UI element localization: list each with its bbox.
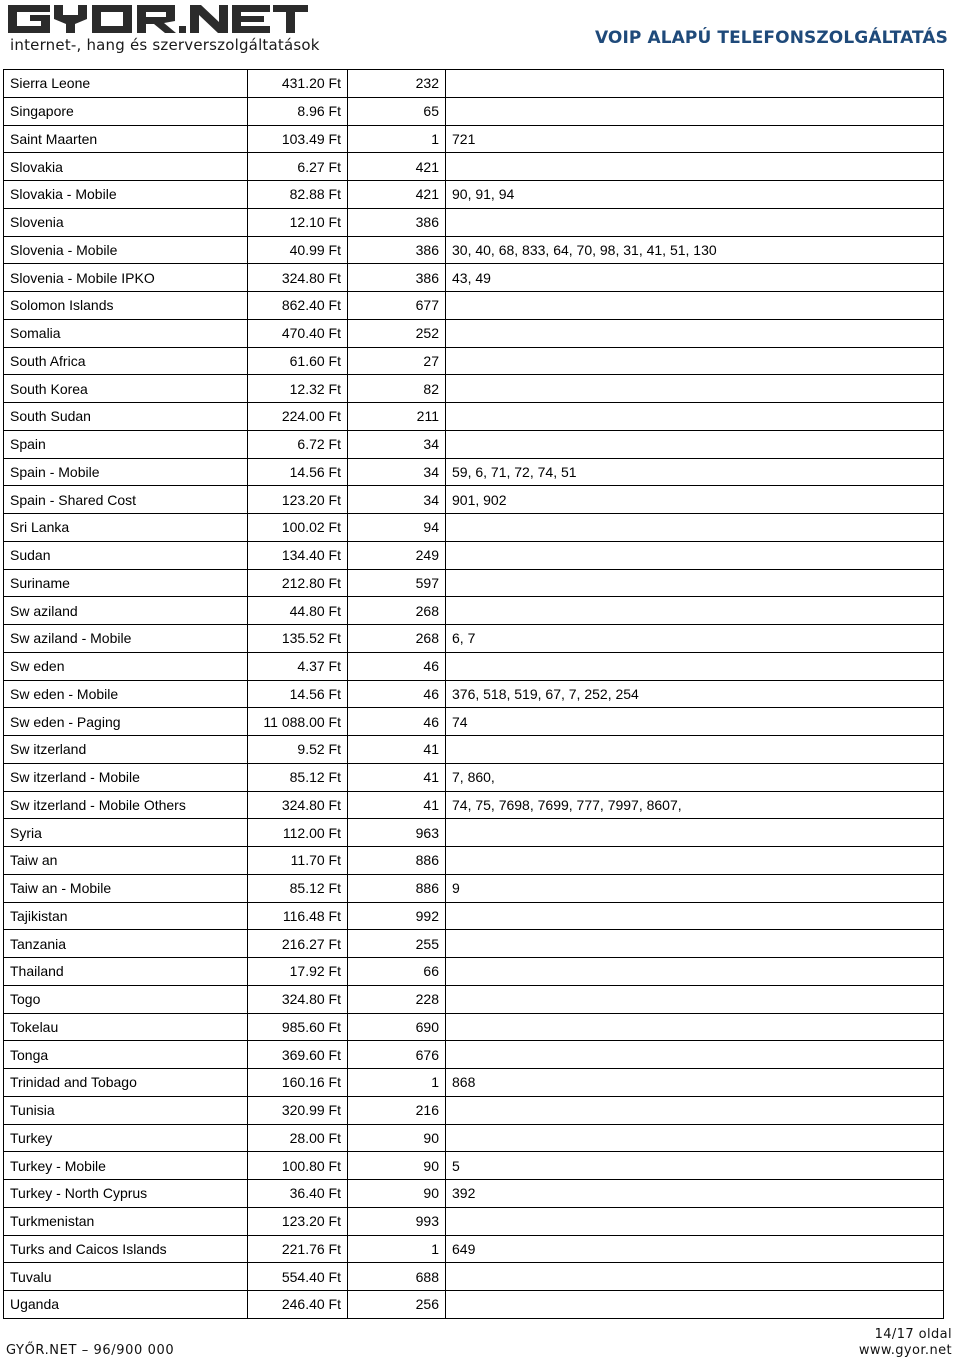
table-row [4, 625, 944, 653]
price-cell: 134.40 Ft [248, 541, 348, 569]
table-row [4, 1013, 944, 1041]
table-row [4, 430, 944, 458]
country-code-cell: 886 [348, 874, 446, 902]
country-cell: Singapore [4, 97, 248, 125]
country-cell: Sw itzerland - Mobile Others [4, 791, 248, 819]
table-row [4, 292, 944, 320]
table-row [4, 1180, 944, 1208]
rates-table [3, 69, 944, 1319]
table-row [4, 902, 944, 930]
prefix-cell [446, 819, 944, 847]
price-cell: 100.80 Ft [248, 1152, 348, 1180]
logo-wordmark [8, 2, 308, 36]
country-code-cell: 34 [348, 458, 446, 486]
prefix-cell [446, 1207, 944, 1235]
country-code-cell: 993 [348, 1207, 446, 1235]
country-cell: Sri Lanka [4, 514, 248, 542]
country-cell: Turkey [4, 1124, 248, 1152]
price-cell: 324.80 Ft [248, 791, 348, 819]
country-cell: Sudan [4, 541, 248, 569]
price-cell: 14.56 Ft [248, 458, 348, 486]
country-code-cell: 597 [348, 569, 446, 597]
table-row [4, 736, 944, 764]
table-row [4, 985, 944, 1013]
country-cell: South Korea [4, 375, 248, 403]
country-cell: Tanzania [4, 930, 248, 958]
country-cell: Sw itzerland - Mobile [4, 763, 248, 791]
table-row [4, 208, 944, 236]
document-title: VOIP ALAPÚ TELEFONSZOLGÁLTATÁS [594, 28, 948, 48]
country-code-cell: 268 [348, 625, 446, 653]
price-cell: 36.40 Ft [248, 1180, 348, 1208]
country-cell: Spain [4, 430, 248, 458]
country-code-cell: 46 [348, 680, 446, 708]
page-header [0, 0, 960, 66]
country-cell: Turkey - Mobile [4, 1152, 248, 1180]
table-row [4, 236, 944, 264]
country-cell: Spain - Shared Cost [4, 486, 248, 514]
country-code-cell: 228 [348, 985, 446, 1013]
price-cell: 116.48 Ft [248, 902, 348, 930]
table-row [4, 70, 944, 98]
country-code-cell: 256 [348, 1291, 446, 1319]
price-cell: 112.00 Ft [248, 819, 348, 847]
prefix-cell [446, 541, 944, 569]
country-code-cell: 386 [348, 264, 446, 292]
country-cell: Saint Maarten [4, 125, 248, 153]
country-cell: Solomon Islands [4, 292, 248, 320]
prefix-cell [446, 652, 944, 680]
prefix-cell: 7, 860, [446, 763, 944, 791]
table-row [4, 97, 944, 125]
country-cell: Sw aziland [4, 597, 248, 625]
country-code-cell: 41 [348, 791, 446, 819]
country-code-cell: 886 [348, 847, 446, 875]
price-cell: 862.40 Ft [248, 292, 348, 320]
prefix-cell: 74, 75, 7698, 7699, 777, 7997, 8607, [446, 791, 944, 819]
country-code-cell: 94 [348, 514, 446, 542]
price-cell: 4.37 Ft [248, 652, 348, 680]
price-cell: 123.20 Ft [248, 1207, 348, 1235]
country-code-cell: 421 [348, 153, 446, 181]
country-cell: Sw eden - Paging [4, 708, 248, 736]
country-code-cell: 421 [348, 181, 446, 209]
price-cell: 470.40 Ft [248, 319, 348, 347]
country-cell: Sw eden [4, 652, 248, 680]
prefix-cell [446, 1096, 944, 1124]
country-code-cell: 992 [348, 902, 446, 930]
prefix-cell: 43, 49 [446, 264, 944, 292]
country-cell: Turkmenistan [4, 1207, 248, 1235]
prefix-cell [446, 1124, 944, 1152]
price-cell: 6.27 Ft [248, 153, 348, 181]
table-row [4, 569, 944, 597]
table-row [4, 874, 944, 902]
prefix-cell [446, 430, 944, 458]
table-row [4, 458, 944, 486]
price-cell: 61.60 Ft [248, 347, 348, 375]
country-cell: Slovakia - Mobile [4, 181, 248, 209]
table-row [4, 1041, 944, 1069]
prefix-cell [446, 569, 944, 597]
country-code-cell: 252 [348, 319, 446, 347]
prefix-cell: 649 [446, 1235, 944, 1263]
price-cell: 40.99 Ft [248, 236, 348, 264]
table-row [4, 125, 944, 153]
country-code-cell: 90 [348, 1124, 446, 1152]
country-code-cell: 1 [348, 1069, 446, 1097]
price-cell: 246.40 Ft [248, 1291, 348, 1319]
prefix-cell [446, 847, 944, 875]
table-row [4, 708, 944, 736]
country-cell: Sw eden - Mobile [4, 680, 248, 708]
footer-company-phone: GYŐR.NET – 96/900 000 [6, 1343, 175, 1358]
prefix-cell [446, 514, 944, 542]
table-row [4, 1069, 944, 1097]
country-cell: Suriname [4, 569, 248, 597]
page-number: 14/17 oldal [874, 1327, 952, 1342]
table-row [4, 347, 944, 375]
table-row [4, 597, 944, 625]
country-cell: Tajikistan [4, 902, 248, 930]
price-cell: 369.60 Ft [248, 1041, 348, 1069]
price-cell: 160.16 Ft [248, 1069, 348, 1097]
country-cell: Spain - Mobile [4, 458, 248, 486]
prefix-cell [446, 1291, 944, 1319]
company-tagline: internet-, hang és szerverszolgáltatások [10, 36, 320, 54]
country-code-cell: 46 [348, 652, 446, 680]
table-row [4, 847, 944, 875]
prefix-cell: 868 [446, 1069, 944, 1097]
price-cell: 44.80 Ft [248, 597, 348, 625]
table-row [4, 819, 944, 847]
country-code-cell: 963 [348, 819, 446, 847]
table-row [4, 1235, 944, 1263]
country-cell: Thailand [4, 958, 248, 986]
price-cell: 123.20 Ft [248, 486, 348, 514]
prefix-cell: 721 [446, 125, 944, 153]
table-row [4, 375, 944, 403]
website-link[interactable]: www.gyor.net [858, 1343, 952, 1358]
prefix-cell [446, 153, 944, 181]
country-code-cell: 688 [348, 1263, 446, 1291]
country-cell: Slovenia [4, 208, 248, 236]
price-cell: 85.12 Ft [248, 763, 348, 791]
table-row [4, 264, 944, 292]
table-row [4, 403, 944, 431]
table-row [4, 791, 944, 819]
country-code-cell: 676 [348, 1041, 446, 1069]
country-cell: Sierra Leone [4, 70, 248, 98]
prefix-cell: 74 [446, 708, 944, 736]
prefix-cell: 59, 6, 71, 72, 74, 51 [446, 458, 944, 486]
country-cell: Tonga [4, 1041, 248, 1069]
country-cell: Tuvalu [4, 1263, 248, 1291]
gyor-net-logo [8, 2, 308, 36]
prefix-cell: 6, 7 [446, 625, 944, 653]
table-row [4, 652, 944, 680]
country-cell: Tunisia [4, 1096, 248, 1124]
country-code-cell: 211 [348, 403, 446, 431]
prefix-cell [446, 597, 944, 625]
country-cell: South Africa [4, 347, 248, 375]
country-code-cell: 46 [348, 708, 446, 736]
prefix-cell [446, 1263, 944, 1291]
country-cell: Slovenia - Mobile IPKO [4, 264, 248, 292]
price-cell: 320.99 Ft [248, 1096, 348, 1124]
country-cell: South Sudan [4, 403, 248, 431]
country-cell: Trinidad and Tobago [4, 1069, 248, 1097]
table-row [4, 1152, 944, 1180]
country-code-cell: 690 [348, 1013, 446, 1041]
table-row [4, 153, 944, 181]
prefix-cell: 376, 518, 519, 67, 7, 252, 254 [446, 680, 944, 708]
country-code-cell: 90 [348, 1152, 446, 1180]
prefix-cell: 5 [446, 1152, 944, 1180]
country-cell: Sw aziland - Mobile [4, 625, 248, 653]
price-cell: 224.00 Ft [248, 403, 348, 431]
prefix-cell [446, 97, 944, 125]
rates-table-body [4, 70, 944, 1319]
price-cell: 212.80 Ft [248, 569, 348, 597]
country-code-cell: 41 [348, 736, 446, 764]
price-cell: 12.10 Ft [248, 208, 348, 236]
price-cell: 8.96 Ft [248, 97, 348, 125]
prefix-cell [446, 930, 944, 958]
table-row [4, 1263, 944, 1291]
country-code-cell: 216 [348, 1096, 446, 1124]
price-cell: 14.56 Ft [248, 680, 348, 708]
prefix-cell [446, 70, 944, 98]
country-code-cell: 677 [348, 292, 446, 320]
prefix-cell [446, 375, 944, 403]
table-row [4, 486, 944, 514]
prefix-cell [446, 319, 944, 347]
table-row [4, 319, 944, 347]
table-row [4, 1207, 944, 1235]
price-cell: 9.52 Ft [248, 736, 348, 764]
country-code-cell: 268 [348, 597, 446, 625]
table-row [4, 958, 944, 986]
prefix-cell [446, 1041, 944, 1069]
prefix-cell: 901, 902 [446, 486, 944, 514]
prefix-cell: 90, 91, 94 [446, 181, 944, 209]
prefix-cell [446, 902, 944, 930]
price-cell: 216.27 Ft [248, 930, 348, 958]
prefix-cell [446, 403, 944, 431]
country-code-cell: 27 [348, 347, 446, 375]
country-code-cell: 41 [348, 763, 446, 791]
price-cell: 6.72 Ft [248, 430, 348, 458]
footer-page-info [859, 1327, 952, 1359]
price-cell: 11 088.00 Ft [248, 708, 348, 736]
table-row [4, 1096, 944, 1124]
country-code-cell: 34 [348, 486, 446, 514]
table-row [4, 541, 944, 569]
prefix-cell: 392 [446, 1180, 944, 1208]
price-cell: 82.88 Ft [248, 181, 348, 209]
country-code-cell: 65 [348, 97, 446, 125]
prefix-cell [446, 736, 944, 764]
country-cell: Slovenia - Mobile [4, 236, 248, 264]
country-code-cell: 66 [348, 958, 446, 986]
country-cell: Syria [4, 819, 248, 847]
country-code-cell: 386 [348, 208, 446, 236]
table-row [4, 1291, 944, 1319]
price-cell: 985.60 Ft [248, 1013, 348, 1041]
country-cell: Somalia [4, 319, 248, 347]
country-cell: Turks and Caicos Islands [4, 1235, 248, 1263]
price-cell: 103.49 Ft [248, 125, 348, 153]
prefix-cell [446, 208, 944, 236]
country-code-cell: 1 [348, 125, 446, 153]
table-row [4, 930, 944, 958]
country-code-cell: 255 [348, 930, 446, 958]
price-cell: 12.32 Ft [248, 375, 348, 403]
price-cell: 11.70 Ft [248, 847, 348, 875]
price-cell: 554.40 Ft [248, 1263, 348, 1291]
price-cell: 221.76 Ft [248, 1235, 348, 1263]
country-code-cell: 386 [348, 236, 446, 264]
price-cell: 85.12 Ft [248, 874, 348, 902]
country-code-cell: 232 [348, 70, 446, 98]
country-code-cell: 82 [348, 375, 446, 403]
prefix-cell [446, 347, 944, 375]
table-row [4, 1124, 944, 1152]
country-cell: Slovakia [4, 153, 248, 181]
price-cell: 431.20 Ft [248, 70, 348, 98]
prefix-cell [446, 985, 944, 1013]
country-cell: Taiw an - Mobile [4, 874, 248, 902]
prefix-cell [446, 292, 944, 320]
country-cell: Sw itzerland [4, 736, 248, 764]
table-row [4, 763, 944, 791]
table-row [4, 680, 944, 708]
prefix-cell [446, 1013, 944, 1041]
country-code-cell: 90 [348, 1180, 446, 1208]
price-cell: 100.02 Ft [248, 514, 348, 542]
country-cell: Togo [4, 985, 248, 1013]
country-cell: Taiw an [4, 847, 248, 875]
price-cell: 28.00 Ft [248, 1124, 348, 1152]
table-row [4, 514, 944, 542]
price-cell: 17.92 Ft [248, 958, 348, 986]
country-code-cell: 1 [348, 1235, 446, 1263]
prefix-cell: 30, 40, 68, 833, 64, 70, 98, 31, 41, 51, 130 [446, 236, 944, 264]
table-row [4, 181, 944, 209]
price-cell: 324.80 Ft [248, 264, 348, 292]
prefix-cell: 9 [446, 874, 944, 902]
country-cell: Tokelau [4, 1013, 248, 1041]
country-code-cell: 249 [348, 541, 446, 569]
country-cell: Turkey - North Cyprus [4, 1180, 248, 1208]
country-code-cell: 34 [348, 430, 446, 458]
country-cell: Uganda [4, 1291, 248, 1319]
prefix-cell [446, 958, 944, 986]
price-cell: 135.52 Ft [248, 625, 348, 653]
price-cell: 324.80 Ft [248, 985, 348, 1013]
